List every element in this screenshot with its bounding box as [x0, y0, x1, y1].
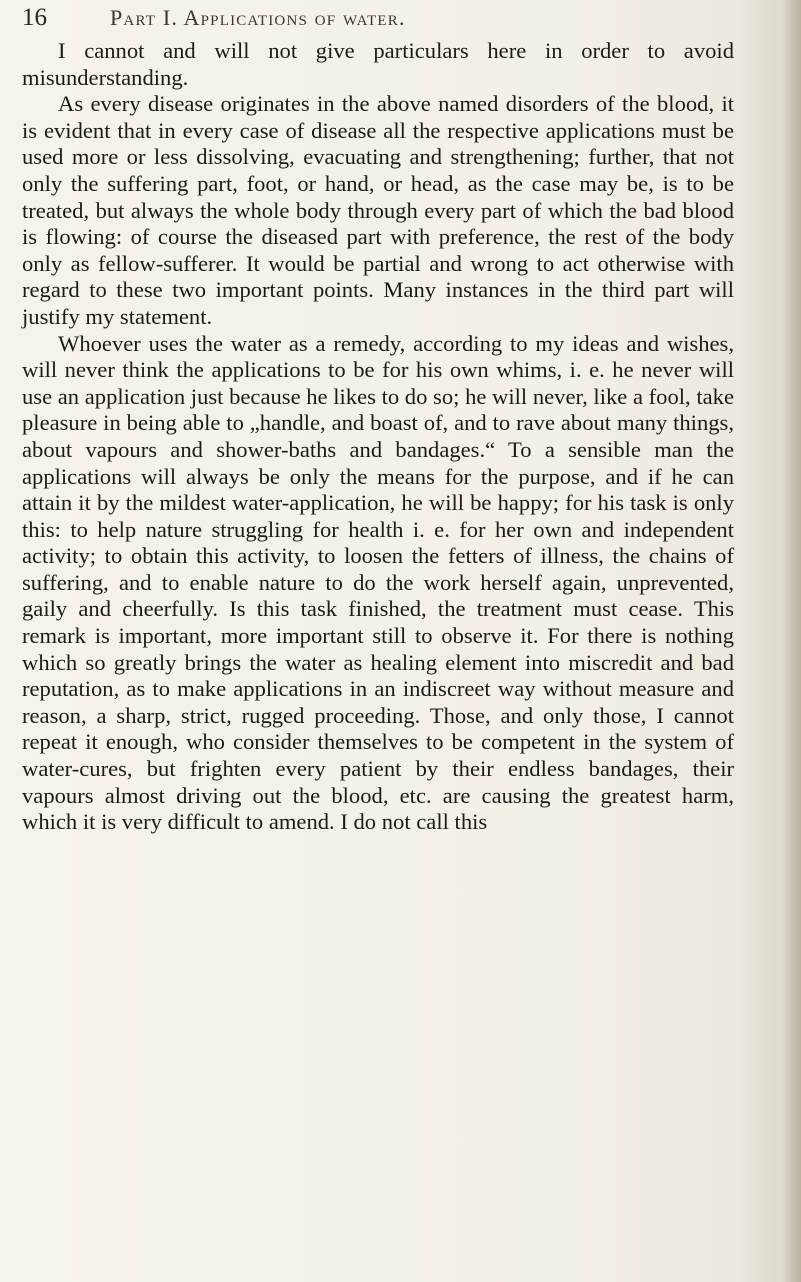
paragraph: As every disease originates in the above named disorders of the blood, it is evident that in every case of disease all the respective applications must be used more or less dissolving, evacuating and strengthening; further, that not only the suffering part, foot, or hand, or head, as the case may be, is to be treated, but always the whole body through every part of which the bad blood is flowing: of course the diseased part with preference, the rest of the body only as fellow-sufferer. It would be partial and wrong to act otherwise with regard to these two important points. Many instances in the third part will justify my statement.: [22, 91, 734, 329]
page-number: 16: [22, 4, 47, 31]
page-header: [22, 4, 712, 40]
paragraph: I cannot and will not give particulars here in order to avoid misunderstanding.: [22, 38, 734, 90]
body-text: [22, 38, 734, 836]
running-head: Part I. Applications of water.: [110, 5, 406, 30]
paragraph: Whoever uses the water as a remedy, according to my ideas and wishes, will never think the applications to be for his own whims, i. e. he never will use an application just because he likes to do so; he will never, like a fool, take pleasure in being able to „handle, and boast of, and to rave about many things, about vapours and shower-baths and bandages.“ To a sensible man the applications will always be only the means for the purpose, and if he can attain it by the mildest water-application, he will be happy; for his task is only this: to help nature struggling for health i. e. for her own and independent activity; to obtain this activity, to loosen the fetters of illness, the chains of suffering, and to enable nature to do the work herself again, unprevented, gaily and cheerfully. Is this task finished, the treatment must cease. This remark is important, more important still to observe it. For there is nothing which so greatly brings the water as healing element into miscredit and bad reputation, as to make applications in an indiscreet way without measure and reason, a sharp, strict, rugged proceeding. Those, and only those, I cannot repeat it enough, who consider themselves to be competent in the system of water-cures, but frighten every patient by their endless bandages, their vapours almost driving out the blood, etc. are causing the greatest harm, which it is very difficult to amend. I do not call this: [22, 330, 734, 835]
page-edge: [779, 0, 801, 1282]
